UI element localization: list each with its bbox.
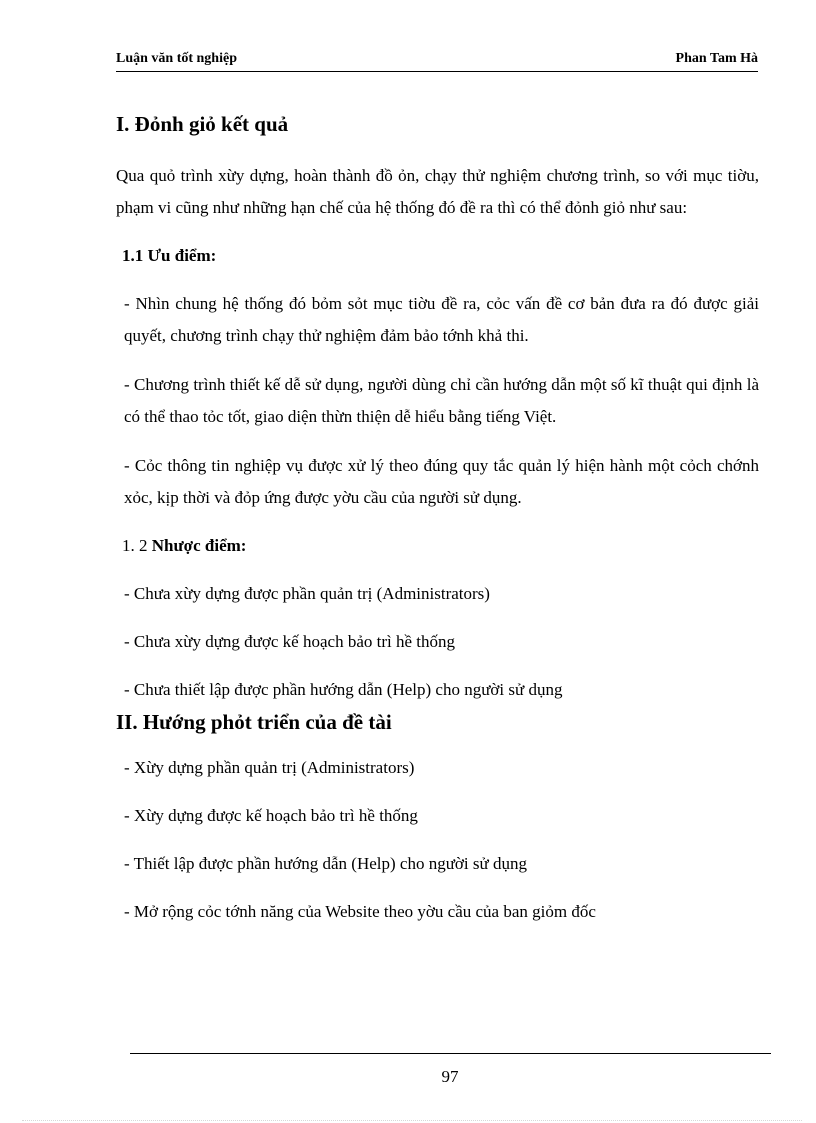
page-body xyxy=(116,108,759,928)
advantage-item-2: - Chương trình thiết kế dễ sử dụng, người dùng chỉ cần hướng dẫn một số kĩ thuật qui định là có thể thao tỏc tốt, giao diện thừn thiện dễ hiểu bằng tiếng Việt. xyxy=(124,375,759,426)
advantages-heading: 1.1 Ưu điểm: xyxy=(122,246,217,265)
header-thesis-label: Luận văn tốt nghiệp xyxy=(116,51,237,66)
header-author-name: Phan Tam Hà xyxy=(675,51,758,66)
disadvantages-heading xyxy=(122,530,759,562)
disadvantage-item-3: - Chưa thiết lập được phần hướng dẫn (Help) cho người sử dụng xyxy=(124,680,563,699)
section-1-heading: I. Đỏnh giỏ kết quả xyxy=(116,112,289,136)
development-item-1: - Xừy dựng phần quản trị (Administrators) xyxy=(124,758,415,777)
footer-divider xyxy=(130,1053,771,1054)
section-1-intro: Qua quỏ trình xừy dựng, hoàn thành đồ ỏn, chạy thử nghiệm chương trình, so với mục tiờu, phạm vi cũng như những hạn chế của hệ thống đó đề ra thì có thể đỏnh giỏ như sau: xyxy=(116,166,759,217)
advantage-item-3: - Cỏc thông tin nghiệp vụ được xử lý theo đúng quy tắc quản lý hiện hành một cỏch chớnh xỏc, kịp thời và đỏp ứng được yờu cầu của người sử dụng. xyxy=(124,456,759,507)
section-2-heading: II. Hướng phỏt triển của đề tài xyxy=(116,710,392,734)
page-header xyxy=(116,49,758,72)
disadvantage-item-2: - Chưa xừy dựng được kế hoạch bảo trì hề thống xyxy=(124,632,455,651)
development-item-2: - Xừy dựng được kế hoạch bảo trì hề thống xyxy=(124,806,418,825)
development-item-3: - Thiết lập được phần hướng dẫn (Help) cho người sử dụng xyxy=(124,854,527,873)
disadvantage-item-1: - Chưa xừy dựng được phần quản trị (Administrators) xyxy=(124,584,490,603)
disadvantages-heading-number: 1. 2 xyxy=(122,536,152,555)
page-bottom-edge xyxy=(22,1120,802,1121)
disadvantages-heading-text: Nhược điểm: xyxy=(151,536,247,555)
page-number: 97 xyxy=(441,1067,459,1086)
development-item-4: - Mở rộng cỏc tớnh năng của Website theo yờu cầu của ban giỏm đốc xyxy=(124,902,596,921)
advantage-item-1: - Nhìn chung hệ thống đó bỏm sỏt mục tiờu đề ra, cỏc vấn đề cơ bản đưa ra đó được giải quyết, chương trình chạy thử nghiệm đảm bảo tớnh khả thi. xyxy=(124,294,759,345)
